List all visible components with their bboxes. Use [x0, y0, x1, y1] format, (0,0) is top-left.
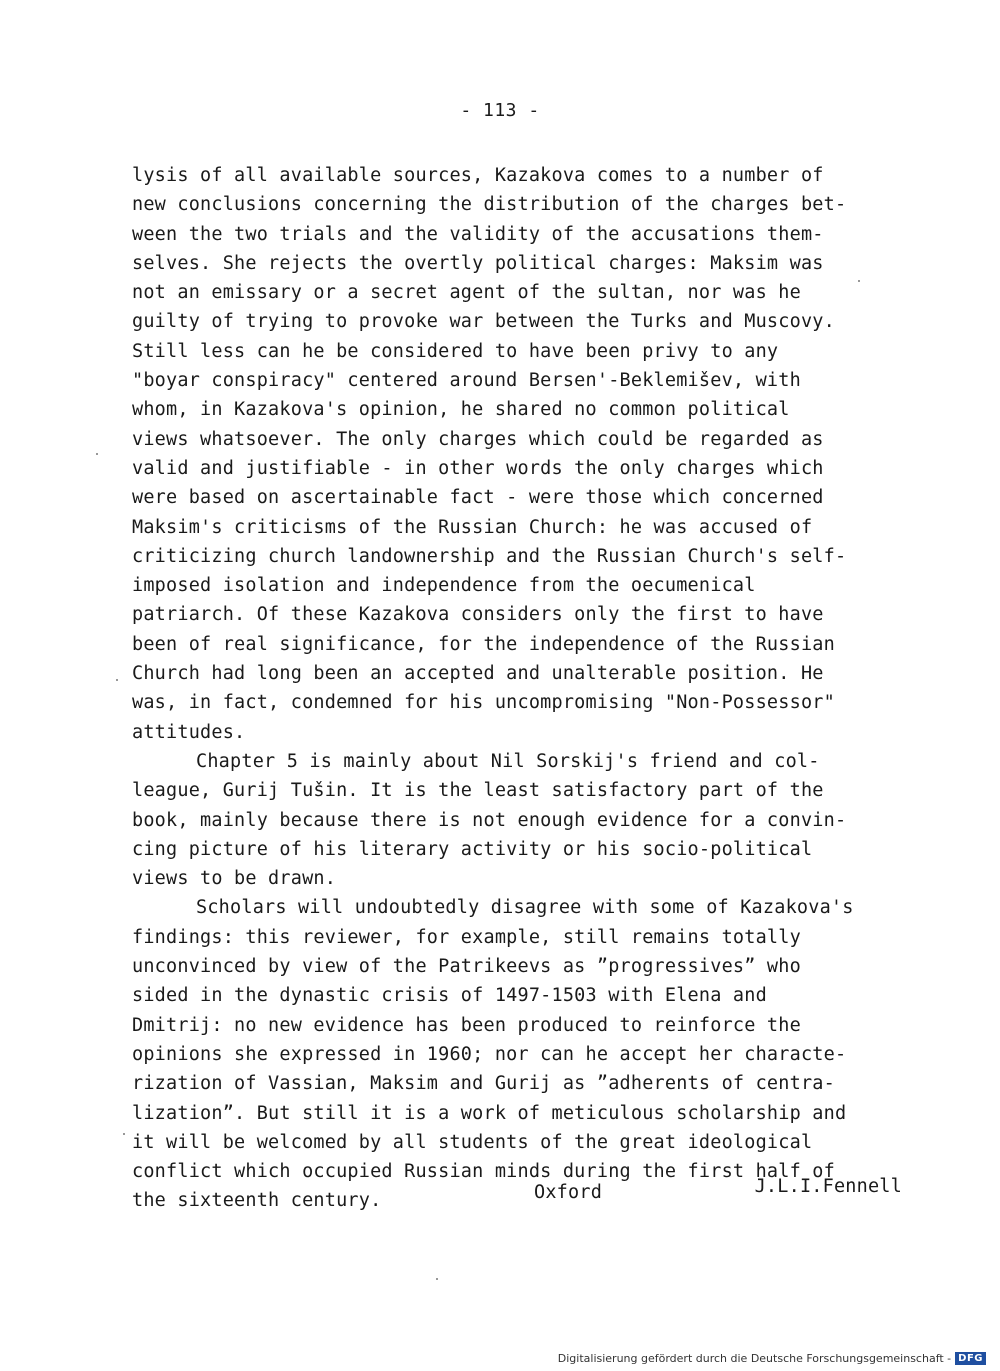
text-line: Still less can he be considered to have been privy to any	[132, 340, 779, 362]
text-line: lization”. But still it is a work of meticulous scholarship and	[132, 1102, 847, 1124]
text-line: been of real significance, for the independence of the Russian	[132, 633, 835, 655]
text-line: rization of Vassian, Maksim and Gurij as ”adherents of centra-	[132, 1073, 835, 1095]
text-line: Maksim's criticisms of the Russian Church: he was accused of	[132, 516, 813, 538]
text-line: criticizing church landownership and the Russian Church's self-	[132, 545, 847, 567]
text-line: Dmitrij: no new evidence has been produced to reinforce the	[132, 1014, 801, 1036]
text-line: opinions she expressed in 1960; nor can he accept her characte-	[132, 1043, 847, 1065]
text-line: selves. She rejects the overtly political charges: Maksim was	[132, 252, 824, 274]
text-lines	[132, 161, 902, 1186]
text-line: Church had long been an accepted and unalterable position. He	[132, 663, 824, 685]
text-line: sided in the dynastic crisis of 1497-1503 with Elena and	[132, 985, 767, 1007]
text-line: "boyar conspiracy" centered around Bersen'-Beklemišev, with	[132, 370, 801, 392]
signature-author: J.L.I.Fennell	[754, 1176, 902, 1198]
text-line: ween the two trials and the validity of the accusations them-	[132, 223, 824, 245]
scan-speck	[858, 280, 860, 282]
text-line: it will be welcomed by all students of the great ideological	[132, 1131, 813, 1153]
text-line: unconvinced by view of the Patrikeevs as ”progressives” who	[132, 956, 801, 978]
text-line: conflict which occupied Russian minds during the first half of	[132, 1161, 835, 1183]
dfg-logo: DFG	[955, 1352, 986, 1365]
text-line: valid and justifiable - in other words the only charges which	[132, 457, 824, 479]
text-line: findings: this reviewer, for example, still remains totally	[132, 926, 801, 948]
text-line: cing picture of his literary activity or his socio-political	[132, 838, 813, 860]
scan-speck	[96, 453, 98, 455]
text-line: were based on ascertainable fact - were those which concerned	[132, 487, 824, 509]
text-line: was, in fact, condemned for his uncompromising "Non-Possessor"	[132, 692, 835, 714]
last-line-text: the sixteenth century.	[132, 1190, 382, 1212]
review-text	[132, 161, 902, 1216]
text-line: league, Gurij Tušin. It is the least satisfactory part of the	[132, 780, 824, 802]
closing-line	[132, 1176, 902, 1215]
text-line: whom, in Kazakova's opinion, he shared no common political	[132, 399, 790, 421]
scan-speck	[123, 1133, 125, 1135]
text-line: book, mainly because there is not enough evidence for a convin-	[132, 809, 847, 831]
text-line: imposed isolation and independence from the oecumenical	[132, 575, 756, 597]
text-line: Scholars will undoubtedly disagree with some of Kazakova's	[196, 897, 854, 919]
text-line: not an emissary or a secret agent of the sultan, nor was he	[132, 282, 801, 304]
text-line: lysis of all available sources, Kazakova comes to a number of	[132, 165, 824, 186]
text-line: new conclusions concerning the distribution of the charges bet-	[132, 194, 847, 216]
scan-speck	[116, 679, 118, 681]
text-line: attitudes.	[132, 721, 246, 743]
text-line: patriarch. Of these Kazakova considers only the first to have	[132, 604, 824, 626]
page-number: - 113 -	[460, 100, 540, 121]
signature-place: Oxford	[534, 1182, 603, 1204]
footer-text: Digitalisierung gefördert durch die Deutsche Forschungsgemeinschaft -	[557, 1352, 952, 1365]
text-line: guilty of trying to provoke war between the Turks and Muscovy.	[132, 311, 835, 333]
text-line: views whatsoever. The only charges which could be regarded as	[132, 428, 824, 450]
text-line: Chapter 5 is mainly about Nil Sorskij's friend and col-	[196, 750, 820, 772]
scan-speck	[436, 1278, 438, 1280]
text-line: views to be drawn.	[132, 868, 337, 890]
digitization-footer	[558, 1352, 986, 1365]
